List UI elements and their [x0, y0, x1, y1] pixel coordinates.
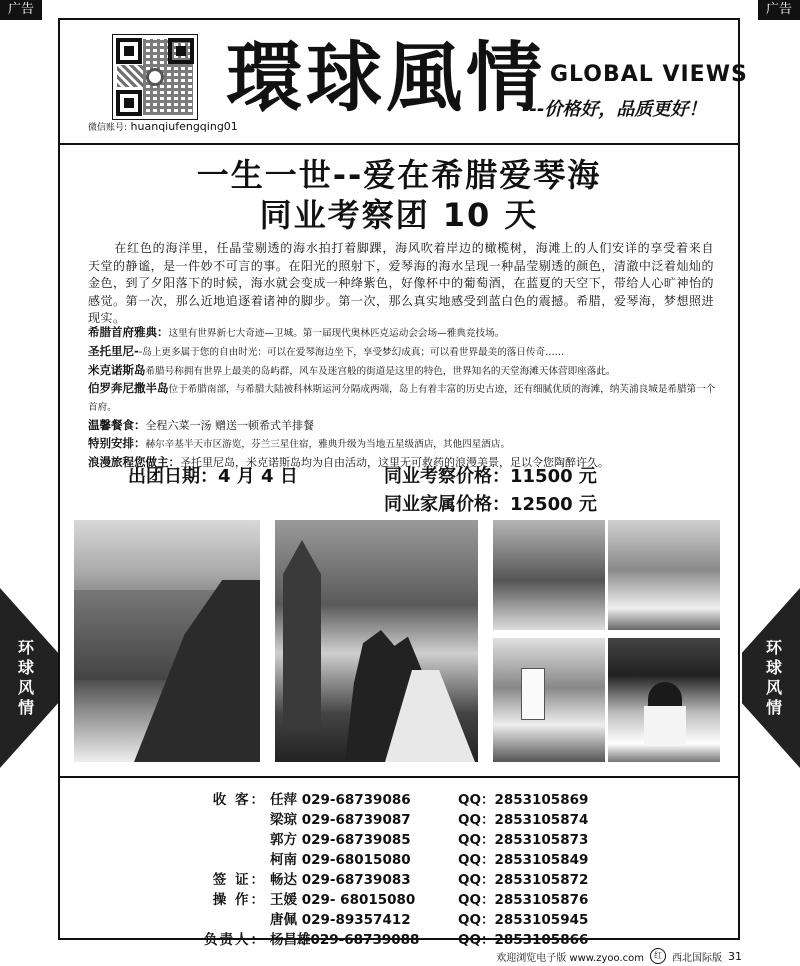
wechat-account: [88, 120, 238, 133]
itinerary-list: [88, 324, 718, 471]
qr-code-icon: [112, 34, 198, 120]
contact-row: 唐佩 029-89357412 QQ：2853105945: [270, 912, 589, 928]
blue-dome-church-photo: [608, 638, 720, 762]
contact-row: 操 作： 王媛 029- 68015080 QQ：2853105876: [212, 892, 589, 908]
tour-subtitle: 同业考察团 10 天: [259, 196, 539, 234]
caldera-view-photo: [608, 520, 720, 630]
publisher-logo-icon: 红: [650, 948, 666, 964]
slogan: ---价格好，品质更好！: [522, 99, 707, 120]
itinerary-item: 米克诺斯岛希腊号称拥有世界上最美的岛屿群，风车及迷宫般的街道是这里的特色，世界知名的天堂海滩天体营即座落此。: [88, 362, 616, 377]
brand-english: GLOBAL VIEWS: [550, 62, 748, 87]
side-label-right: 环球风情: [765, 638, 782, 717]
santorini-cliff-photo: [74, 520, 260, 762]
itinerary-item: 浪漫旅程您做主：圣托里尼岛，米克诺斯岛均为自由活动，这里无可救药的浪漫美景，足以令您陶醉许久。: [88, 454, 609, 469]
contact-list: [204, 788, 644, 948]
footer-website[interactable]: 欢迎浏览电子版 www.zyoo.com: [496, 952, 644, 964]
side-label-left: 环球风情: [17, 638, 34, 717]
intro-paragraph: 在红色的海洋里，任晶莹剔透的海水拍打着脚踝，海风吹着岸边的橄榄树，海滩上的人们安详的享受着来自天堂的静谧，是一件妙不可言的事。在阳光的照射下，爱琴海的海水呈现一种晶莹剔透的颜色，清澈中泛着灿灿的金色，到了夕阳落下的时候，海水就会变成一种绛紫色，好像杯中的葡萄酒，在蓝夏的天空下，带给人心旷神怡的感觉。第一次，那么近地追逐着诸神的脚步。第一次，那么真实地感受到蓝白色的震撼。希腊，爱琴海，梦想照进现实。: [88, 241, 714, 326]
departure-date: 出团日期：4 月 4 日: [128, 466, 298, 487]
wedding-couple-photo: [275, 520, 478, 762]
contact-row: 收 客： 任萍 029-68739086 QQ：2853105869: [212, 792, 589, 808]
itinerary-item: 伯罗奔尼撒半岛位于希腊南部，与希腊大陆被科林斯运河分隔成两端，岛上有着丰富的历史古迹，还有细腻优质的海滩，纳芙浦良城是希腊第一个首府。: [88, 381, 716, 414]
contact-row: 梁琼 029-68739087 QQ：2853105874: [270, 812, 589, 828]
contact-row: 签 证： 畅达 029-68739083 QQ：2853105872: [212, 872, 589, 888]
itinerary-item: 特别安排：赫尔辛基半天市区游览，芬兰三星住宿，雅典升级为当地五星级酒店，其他四星酒店。: [88, 435, 511, 450]
itinerary-item: 圣托里尼--岛上更多属于您的自由时光：可以在爱琴海边坐下，享受梦幻成真；可以看世界最美的落日传奇……: [88, 343, 565, 358]
page-footer: [496, 948, 742, 964]
header-divider: [58, 143, 740, 145]
wechat-label: 微信账号:: [88, 123, 128, 133]
page-number: 31: [728, 949, 742, 963]
tour-title: 一生一世--爱在希腊爱琴海: [196, 156, 602, 194]
peer-price: 同业考察价格：11500 元: [384, 466, 597, 487]
ad-tag-left: 广告: [0, 0, 42, 20]
windmill-photo: [493, 638, 605, 762]
contacts-divider: [58, 776, 740, 778]
family-price: 同业家属价格：12500 元: [384, 494, 597, 515]
contact-row: 负责人： 杨昌雄029-68739088 QQ：2853105866: [204, 932, 589, 948]
ad-tag-right: 广告: [758, 0, 800, 20]
contact-row: 郭方 029-68739085 QQ：2853105873: [270, 832, 589, 848]
itinerary-item: 希腊首府雅典：这里有世界新七大奇迹—卫城。第一届现代奥林匹克运动会会场—雅典竞技场。: [88, 325, 505, 339]
island-village-photo: [493, 520, 605, 630]
footer-edition: 西北国际版: [672, 952, 722, 964]
brand-title: 環球風情: [226, 33, 546, 122]
contact-row: 柯南 029-68015080 QQ：2853105849: [270, 852, 589, 868]
wechat-id: huanqiufengqing01: [130, 120, 238, 133]
itinerary-item: 温馨餐食：全程六菜一汤 赠送一顿希式羊排餐: [88, 417, 314, 432]
